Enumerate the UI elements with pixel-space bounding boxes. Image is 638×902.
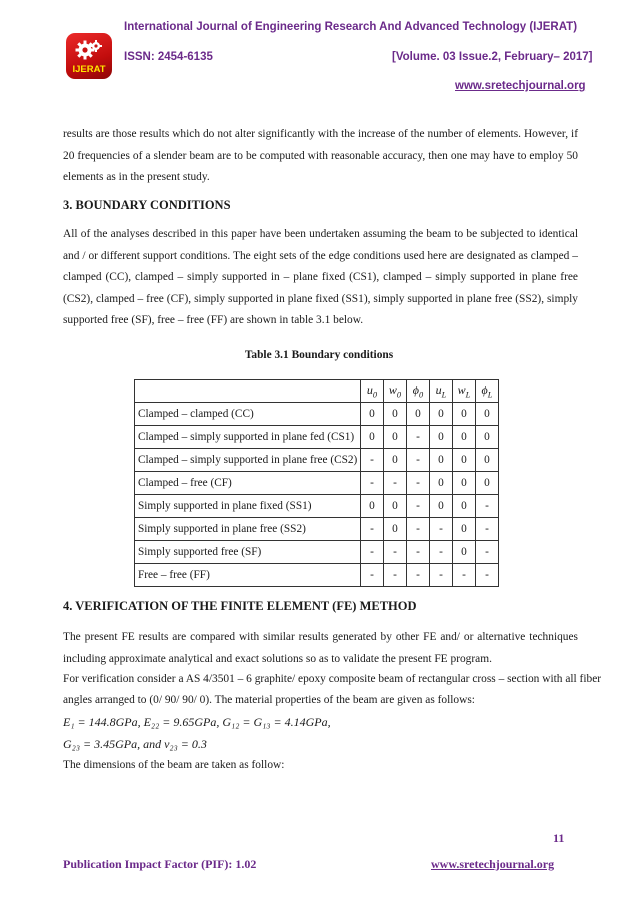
value-cell: 0: [476, 449, 499, 472]
value-cell: -: [361, 449, 384, 472]
value-cell: -: [430, 518, 453, 541]
condition-cell: Clamped – simply supported in plane fed (CS1): [135, 426, 361, 449]
value-cell: 0: [453, 541, 476, 564]
value-cell: 0: [430, 426, 453, 449]
value-cell: -: [453, 564, 476, 587]
value-cell: -: [361, 541, 384, 564]
value-cell: 0: [430, 472, 453, 495]
value-cell: -: [476, 541, 499, 564]
value-cell: -: [407, 495, 430, 518]
value-cell: -: [407, 541, 430, 564]
value-cell: 0: [361, 426, 384, 449]
value-cell: -: [407, 449, 430, 472]
table-row: [135, 426, 499, 449]
angles-line: angles arranged to (0/ 90/ 90/ 0). The material properties of the beam are given as follows:: [63, 694, 475, 706]
footer-website-link[interactable]: www.sretechjournal.org: [431, 857, 555, 871]
value-cell: 0: [453, 518, 476, 541]
table-row: [135, 518, 499, 541]
value-cell: 0: [384, 518, 407, 541]
value-cell: 0: [384, 403, 407, 426]
value-cell: -: [361, 518, 384, 541]
condition-cell: Simply supported in plane free (SS2): [135, 518, 361, 541]
value-cell: 0: [361, 495, 384, 518]
journal-title: International Journal of Engineering Research And Advanced Technology (IJERAT): [124, 21, 578, 33]
column-header: $\phi_0$: [407, 380, 430, 403]
value-cell: -: [407, 518, 430, 541]
value-cell: -: [430, 541, 453, 564]
dimensions-line: The dimensions of the beam are taken as follow:: [63, 759, 285, 771]
table-row: [135, 495, 499, 518]
table-caption: Table 3.1 Boundary conditions: [244, 349, 394, 361]
table-header-blank: [135, 380, 361, 403]
value-cell: 0: [476, 403, 499, 426]
column-header: $u_L$: [430, 380, 453, 403]
value-cell: 0: [384, 449, 407, 472]
condition-cell: Clamped – simply supported in plane free (CS2): [135, 449, 361, 472]
section-3-heading: 3. BOUNDARY CONDITIONS: [63, 198, 231, 212]
table-row: [135, 541, 499, 564]
value-cell: -: [407, 472, 430, 495]
value-cell: 0: [407, 403, 430, 426]
equation-material-properties-2: G₂₃ = 3.45GPa, and ν₂₃ = 0.3: [63, 737, 207, 751]
value-cell: 0: [453, 426, 476, 449]
value-cell: 0: [453, 403, 476, 426]
value-cell: 0: [361, 403, 384, 426]
condition-cell: Simply supported free (SF): [135, 541, 361, 564]
value-cell: 0: [453, 495, 476, 518]
value-cell: -: [407, 426, 430, 449]
value-cell: 0: [384, 495, 407, 518]
value-cell: -: [361, 564, 384, 587]
verification-line: For verification consider a AS 4/3501 – 6 graphite/ epoxy composite beam of rectangular cross – section with all fiber: [63, 673, 602, 685]
header-website-link[interactable]: www.sretechjournal.org: [455, 80, 586, 92]
value-cell: 0: [476, 472, 499, 495]
section-4-paragraph: The present FE results are compared with similar results generated by other FE and/ or alternative techniques including approximate analytical and exact solutions so as to validate the present FE program.: [63, 631, 578, 665]
table-row: [135, 403, 499, 426]
value-cell: 0: [430, 449, 453, 472]
value-cell: -: [384, 541, 407, 564]
column-header: $u_0$: [361, 380, 384, 403]
table-row: [135, 449, 499, 472]
logo-text: IJERAT: [72, 64, 106, 75]
value-cell: -: [361, 472, 384, 495]
value-cell: -: [476, 518, 499, 541]
value-cell: -: [430, 564, 453, 587]
value-cell: -: [384, 564, 407, 587]
value-cell: 0: [430, 403, 453, 426]
boundary-conditions-table: [134, 379, 499, 587]
section-4-heading: 4. VERIFICATION OF THE FINITE ELEMENT (FE) METHOD: [63, 599, 417, 613]
value-cell: 0: [476, 426, 499, 449]
value-cell: -: [476, 564, 499, 587]
page-number: 11: [553, 831, 565, 845]
issn: ISSN: 2454-6135: [124, 51, 213, 63]
condition-cell: Free – free (FF): [135, 564, 361, 587]
condition-cell: Clamped – clamped (CC): [135, 403, 361, 426]
gear-icon: [74, 37, 104, 65]
table-row: [135, 564, 499, 587]
value-cell: 0: [430, 495, 453, 518]
column-header: $w_L$: [453, 380, 476, 403]
value-cell: 0: [453, 449, 476, 472]
volume-info: [Volume. 03 Issue.2, February– 2017]: [392, 51, 593, 63]
value-cell: -: [407, 564, 430, 587]
table-header-row: [135, 380, 499, 403]
journal-logo: [66, 33, 112, 79]
condition-cell: Simply supported in plane fixed (SS1): [135, 495, 361, 518]
table-row: [135, 472, 499, 495]
impact-factor: Publication Impact Factor (PIF): 1.02: [63, 857, 257, 871]
section-3-paragraph: All of the analyses described in this paper have been undertaken assuming the beam to be subjected to identical and / or different support conditions. The eight sets of the edge conditions used here are designated as clamped – clamped (CC), clamped – simply supported in – plane fixed (CS1), clamped – simply supported in plane free (CS2), clamped – free (CF), simply supported in plane fixed (SS1), simply supported in plane free (SS2), simply supported free (SF), free – free (FF) are shown in table 3.1 below.: [63, 228, 578, 326]
column-header: $w_0$: [384, 380, 407, 403]
value-cell: 0: [453, 472, 476, 495]
value-cell: -: [384, 472, 407, 495]
column-header: $\phi_L$: [476, 380, 499, 403]
equation-material-properties-1: E₁ = 144.8GPa, E₂₂ = 9.65GPa, G₁₂ = G₁₃ = 4.14GPa,: [63, 715, 331, 729]
value-cell: -: [476, 495, 499, 518]
intro-paragraph: results are those results which do not alter significantly with the increase of the number of elements. However, if 20 frequencies of a slender beam are to be computed with reasonable accuracy, then one may have to employ 50 elements as in the present study.: [63, 128, 578, 183]
value-cell: 0: [384, 426, 407, 449]
condition-cell: Clamped – free (CF): [135, 472, 361, 495]
